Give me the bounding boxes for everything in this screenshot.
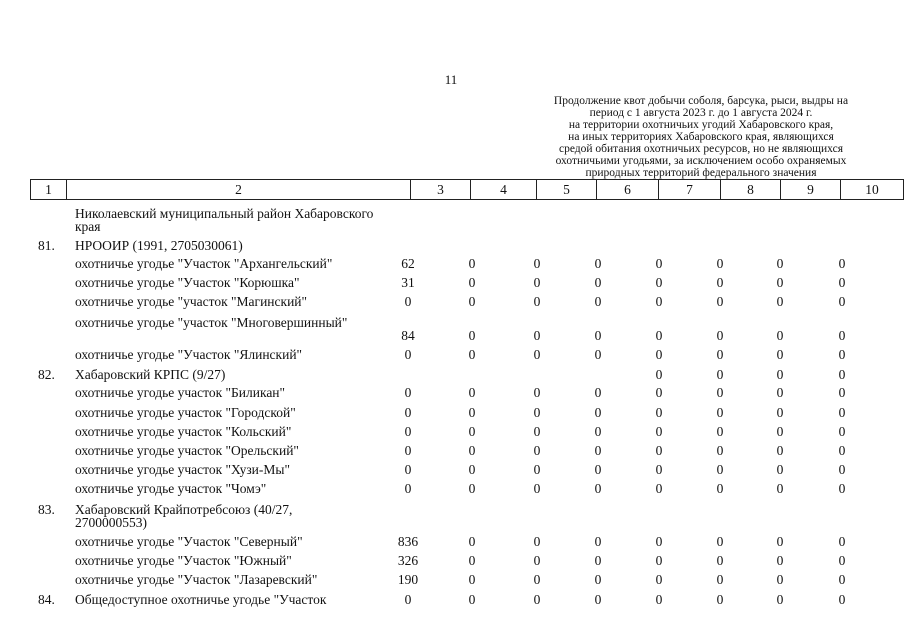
value-cell: 0: [655, 592, 663, 607]
value-cell: 0: [716, 275, 724, 290]
row-name: охотничье угодье участок "Чомэ": [75, 481, 267, 496]
value-cell: 0: [533, 328, 541, 343]
row-name: охотничье угодье участок "Кольский": [75, 424, 292, 439]
row-name: охотничье угодье "Участок "Ялинский": [75, 347, 303, 362]
value-cell: 0: [594, 443, 602, 458]
value-cell: 0: [838, 534, 846, 549]
value-cell: 31: [401, 275, 415, 290]
value-cell: 0: [468, 294, 476, 309]
value-cell: 0: [838, 256, 846, 271]
value-cell: 0: [776, 385, 784, 400]
row-name: охотничье угодье участок "Городской": [75, 405, 296, 420]
value-cell: 0: [468, 534, 476, 549]
value-cell: 0: [838, 367, 846, 382]
value-cell: 0: [838, 553, 846, 568]
value-cell: 0: [655, 367, 663, 382]
value-cell: 0: [716, 443, 724, 458]
value-cell: 0: [533, 424, 541, 439]
row-name: охотничье угодье "участок "Многовершинный": [75, 315, 348, 330]
value-cell: 0: [776, 256, 784, 271]
value-cell: 0: [716, 405, 724, 420]
value-cell: 0: [468, 572, 476, 587]
value-cell: 84: [401, 328, 415, 343]
value-cell: 0: [468, 443, 476, 458]
value-cell: 0: [776, 462, 784, 477]
value-cell: 0: [655, 347, 663, 362]
value-cell: 0: [655, 553, 663, 568]
value-cell: 0: [716, 553, 724, 568]
value-cell: 0: [776, 424, 784, 439]
value-cell: 0: [716, 328, 724, 343]
caption-line: на территории охотничьих угодий Хабаровского края,: [568, 119, 834, 131]
value-cell: 0: [655, 275, 663, 290]
value-cell: 0: [594, 275, 602, 290]
row-name: охотничье угодье участок "Биликан": [75, 385, 286, 400]
value-cell: 0: [594, 328, 602, 343]
value-cell: 0: [838, 462, 846, 477]
value-cell: 0: [533, 275, 541, 290]
value-cell: 0: [776, 347, 784, 362]
value-cell: 0: [655, 294, 663, 309]
value-cell: 0: [594, 481, 602, 496]
value-cell: 0: [838, 328, 846, 343]
header-cell: 6: [597, 180, 659, 200]
value-cell: 0: [468, 481, 476, 496]
value-cell: 0: [716, 347, 724, 362]
row-name: охотничье угодье участок "Хузи-Мы": [75, 462, 290, 477]
value-cell: 0: [594, 462, 602, 477]
header-cell: 1: [31, 180, 67, 200]
value-cell: 0: [838, 481, 846, 496]
value-cell: 0: [404, 462, 412, 477]
value-cell: 0: [468, 424, 476, 439]
value-cell: 0: [716, 424, 724, 439]
value-cell: 0: [655, 405, 663, 420]
row-name: охотничье угодье участок "Орельский": [75, 443, 299, 458]
value-cell: 0: [838, 572, 846, 587]
header-cell: 2: [67, 180, 411, 200]
value-cell: 0: [404, 405, 412, 420]
value-cell: 0: [776, 553, 784, 568]
value-cell: 0: [776, 572, 784, 587]
row-number: 84.: [38, 592, 55, 607]
header-row: [31, 180, 904, 200]
row-name: охотничье угодье "Участок "Южный": [75, 553, 292, 568]
value-cell: 0: [776, 481, 784, 496]
value-cell: 0: [655, 462, 663, 477]
value-cell: 0: [776, 405, 784, 420]
value-cell: 0: [468, 385, 476, 400]
value-cell: 0: [533, 462, 541, 477]
column-number-header: [30, 179, 904, 200]
value-cell: 0: [594, 294, 602, 309]
value-cell: 0: [716, 294, 724, 309]
header-cell: 4: [471, 180, 537, 200]
value-cell: 0: [404, 294, 412, 309]
row-name: Николаевский муниципальный район Хабаровского края: [75, 206, 374, 234]
value-cell: 0: [533, 481, 541, 496]
value-cell: 0: [533, 592, 541, 607]
value-cell: 0: [655, 328, 663, 343]
value-cell: 0: [468, 462, 476, 477]
row-number: 83.: [38, 502, 55, 517]
value-cell: 0: [838, 424, 846, 439]
value-cell: 0: [533, 385, 541, 400]
value-cell: 0: [404, 592, 412, 607]
value-cell: 0: [594, 256, 602, 271]
row-name: охотничье угодье "участок "Магинский": [75, 294, 308, 309]
value-cell: 0: [655, 385, 663, 400]
value-cell: 0: [838, 443, 846, 458]
value-cell: 0: [716, 481, 724, 496]
value-cell: 0: [776, 275, 784, 290]
caption-line: охотничьими угодьями, за исключением особо охраняемых: [555, 155, 847, 167]
value-cell: 0: [776, 534, 784, 549]
value-cell: 0: [716, 462, 724, 477]
value-cell: 0: [533, 294, 541, 309]
value-cell: 0: [776, 294, 784, 309]
row-name: охотничье угодье "Участок "Архангельский": [75, 256, 333, 271]
value-cell: 0: [468, 592, 476, 607]
value-cell: 0: [533, 405, 541, 420]
row-name: НРООИР (1991, 2705030061): [75, 238, 243, 253]
value-cell: 0: [594, 572, 602, 587]
value-cell: 0: [716, 256, 724, 271]
value-cell: 0: [468, 256, 476, 271]
table-caption: [528, 95, 874, 179]
header-cell: 10: [841, 180, 904, 200]
value-cell: 0: [533, 553, 541, 568]
value-cell: 0: [594, 424, 602, 439]
value-cell: 0: [716, 385, 724, 400]
value-cell: 0: [655, 481, 663, 496]
row-name: Хабаровский КРПС (9/27): [75, 367, 226, 382]
value-cell: 0: [468, 347, 476, 362]
row-name: Общедоступное охотничье угодье "Участок: [75, 592, 327, 607]
value-cell: 0: [655, 443, 663, 458]
value-cell: 0: [594, 385, 602, 400]
value-cell: 0: [594, 534, 602, 549]
value-cell: 0: [838, 592, 846, 607]
value-cell: 0: [776, 443, 784, 458]
value-cell: 0: [655, 256, 663, 271]
row-name: охотничье угодье "Участок "Северный": [75, 534, 303, 549]
caption-line: Продолжение квот добычи соболя, барсука, рыси, выдры на: [553, 95, 849, 107]
value-cell: 0: [533, 534, 541, 549]
value-cell: 0: [594, 347, 602, 362]
value-cell: 0: [468, 405, 476, 420]
value-cell: 0: [776, 592, 784, 607]
value-cell: 62: [401, 256, 415, 271]
value-cell: 0: [716, 592, 724, 607]
value-cell: 0: [404, 347, 412, 362]
value-cell: 0: [594, 405, 602, 420]
header-cell: 8: [721, 180, 781, 200]
header-cell: 7: [659, 180, 721, 200]
value-cell: 0: [655, 534, 663, 549]
header-cell: 9: [781, 180, 841, 200]
value-cell: 0: [404, 424, 412, 439]
value-cell: 0: [468, 275, 476, 290]
value-cell: 0: [838, 405, 846, 420]
value-cell: 0: [404, 385, 412, 400]
value-cell: 0: [533, 572, 541, 587]
value-cell: 0: [716, 534, 724, 549]
value-cell: 0: [716, 572, 724, 587]
value-cell: 0: [838, 275, 846, 290]
page-number: 11: [444, 72, 458, 87]
value-cell: 0: [533, 256, 541, 271]
value-cell: 0: [838, 294, 846, 309]
value-cell: 0: [468, 553, 476, 568]
value-cell: 836: [397, 534, 419, 549]
value-cell: 0: [838, 347, 846, 362]
row-number: 81.: [38, 238, 55, 253]
value-cell: 0: [838, 385, 846, 400]
value-cell: 190: [397, 572, 419, 587]
value-cell: 0: [594, 592, 602, 607]
header-cell: 3: [411, 180, 471, 200]
value-cell: 0: [594, 553, 602, 568]
caption-line: на иных территориях Хабаровского края, являющихся: [568, 131, 834, 143]
row-name: охотничье угодье "Участок "Лазаревский": [75, 572, 318, 587]
caption-line: период с 1 августа 2023 г. до 1 августа 2024 г.: [589, 107, 813, 119]
row-name: охотничье угодье "Участок "Корюшка": [75, 275, 300, 290]
value-cell: 0: [655, 572, 663, 587]
caption-line: природных территорий федерального значения: [585, 167, 817, 179]
value-cell: 0: [776, 328, 784, 343]
value-cell: 0: [404, 481, 412, 496]
value-cell: 0: [655, 424, 663, 439]
value-cell: 0: [776, 367, 784, 382]
header-cell: 5: [537, 180, 597, 200]
caption-line: средой обитания охотничьих ресурсов, но не являющихся: [558, 143, 843, 155]
value-cell: 0: [533, 443, 541, 458]
row-number: 82.: [38, 367, 55, 382]
value-cell: 0: [468, 328, 476, 343]
value-cell: 326: [397, 553, 419, 568]
value-cell: 0: [716, 367, 724, 382]
value-cell: 0: [533, 347, 541, 362]
row-name: Хабаровский Крайпотребсоюз (40/27, 2700000553): [75, 502, 293, 530]
value-cell: 0: [404, 443, 412, 458]
